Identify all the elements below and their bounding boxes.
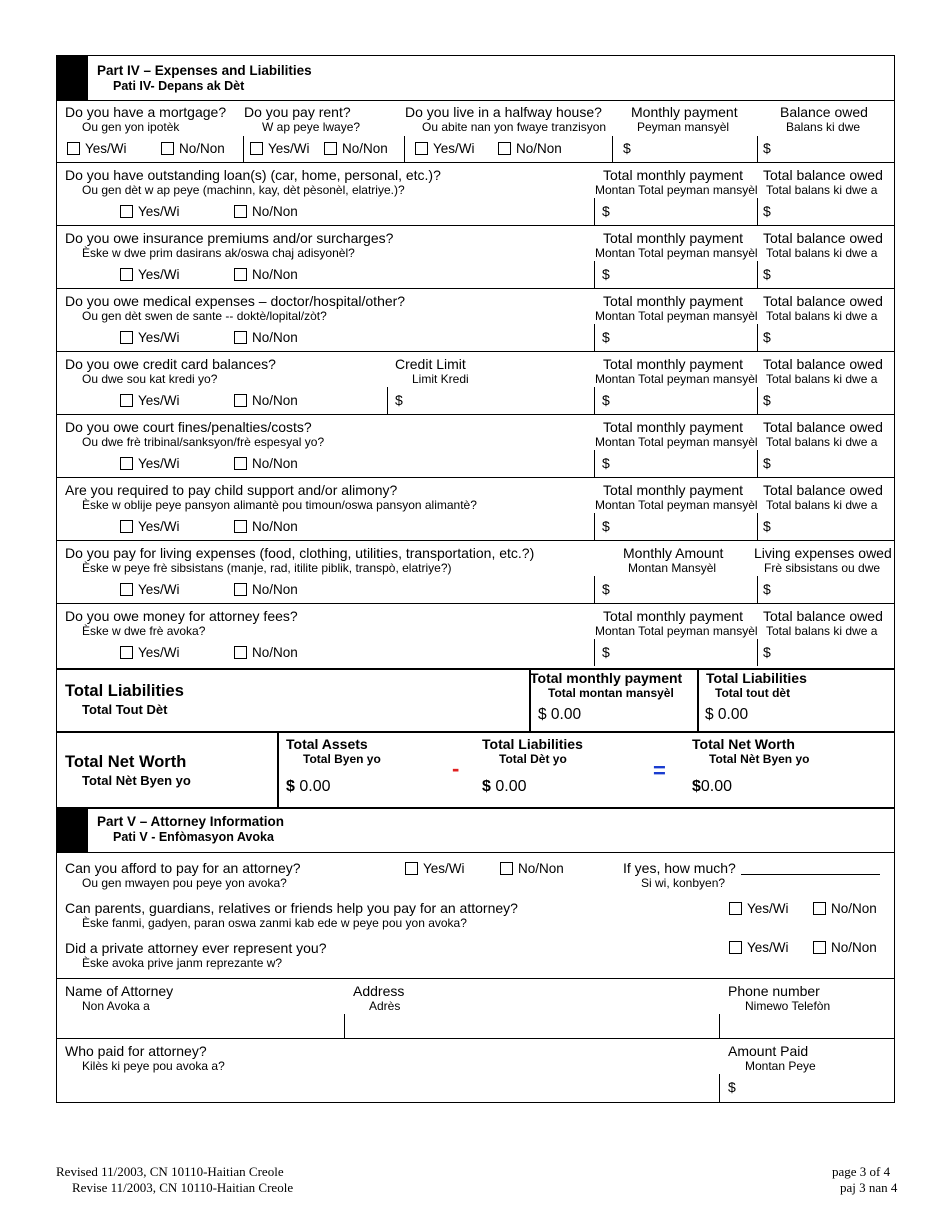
living-question: Do you pay for living expenses (food, clothing, utilities, transportation, etc.?) [65, 545, 535, 561]
how-much-label-ht: Si wi, konbyen? [641, 876, 726, 890]
afford-question-ht: Ou gen mwayen pou peye yon avoka? [82, 876, 287, 890]
loans-question-ht: Ou gen dèt w ap peye (machinn, kay, dèt pèsonèl, elatriye.)? [82, 183, 405, 197]
attorney-fees-monthly-label: Total monthly payment [603, 608, 744, 624]
attorney-fees-monthly-label-ht: Montan Total peyman mansyèl [595, 624, 758, 638]
who-paid-label-ht: Kilès ki peye pou avoka a? [82, 1059, 225, 1073]
mortgage-monthly-field[interactable]: $ [623, 140, 631, 156]
court-yes-option[interactable]: Yes/Wi [120, 456, 180, 471]
amount-paid-field[interactable]: $ [728, 1079, 736, 1095]
private-yes-option[interactable]: Yes/Wi [729, 940, 789, 955]
divider [57, 100, 894, 101]
divider [757, 198, 758, 225]
insurance-balance-field[interactable]: $ [763, 266, 771, 282]
attorney-fees-yes-option[interactable]: Yes/Wi [120, 645, 180, 660]
credit-limit-label: Credit Limit [395, 356, 466, 372]
medical-monthly-field[interactable]: $ [602, 329, 610, 345]
part4-title: Part IV – Expenses and Liabilities [97, 63, 312, 78]
checkbox[interactable] [500, 862, 513, 875]
how-much-label: If yes, how much? [623, 860, 736, 876]
insurance-monthly-label-ht: Montan Total peyman mansyèl [595, 246, 758, 260]
checkbox[interactable] [405, 862, 418, 875]
footer-page-ht: paj 3 nan 4 [840, 1180, 898, 1195]
divider [757, 387, 758, 414]
divider [757, 261, 758, 288]
divider [594, 324, 595, 351]
rent-question-ht: W ap peye lwaye? [262, 120, 361, 134]
court-balance-label-ht: Total balans ki dwe a [766, 435, 878, 449]
support-no-option[interactable]: No/Non [234, 519, 298, 534]
net-worth-col-label: Total Net Worth [692, 736, 795, 752]
court-balance-field[interactable]: $ [763, 455, 771, 471]
attorney-name-label-ht: Non Avoka a [82, 999, 150, 1013]
loans-balance-label: Total balance owed [763, 167, 883, 183]
balance-owed-label-ht: Balans ki dwe [786, 120, 861, 134]
divider [57, 162, 894, 163]
attorney-fees-balance-label: Total balance owed [763, 608, 883, 624]
amount-paid-label-ht: Montan Peye [745, 1059, 816, 1073]
insurance-balance-label: Total balance owed [763, 230, 883, 246]
how-much-field[interactable] [741, 874, 880, 875]
credit-monthly-field[interactable]: $ [602, 392, 610, 408]
living-monthly-label: Monthly Amount [623, 545, 724, 561]
divider [594, 450, 595, 477]
medical-no-option[interactable]: No/Non [234, 330, 298, 345]
address-label: Address [353, 983, 405, 999]
checkbox[interactable] [67, 142, 80, 155]
private-question: Did a private attorney ever represent you? [65, 940, 327, 956]
support-balance-label: Total balance owed [763, 482, 883, 498]
parents-yes-option[interactable]: Yes/Wi [729, 901, 789, 916]
support-balance-field[interactable]: $ [763, 518, 771, 534]
divider [277, 731, 279, 807]
loans-balance-field[interactable]: $ [763, 203, 771, 219]
medical-question-ht: Ou gen dèt swen de sante -- doktè/lopital/zòt? [82, 309, 327, 323]
checkbox[interactable] [415, 142, 428, 155]
amount-paid-label: Amount Paid [728, 1043, 809, 1059]
court-no-option[interactable]: No/Non [234, 456, 298, 471]
financial-statement-form [56, 55, 895, 1103]
credit-limit-field[interactable]: $ [395, 392, 403, 408]
medical-monthly-label: Total monthly payment [603, 293, 744, 309]
medical-balance-label-ht: Total balans ki dwe a [766, 309, 878, 323]
support-yes-option[interactable]: Yes/Wi [120, 519, 180, 534]
afford-yes-option[interactable]: Yes/Wi [405, 861, 465, 876]
total-liabilities-label-ht: Total Tout Dèt [82, 702, 168, 717]
checkbox[interactable] [120, 205, 133, 218]
checkbox[interactable] [234, 394, 247, 407]
credit-balance-label: Total balance owed [763, 356, 883, 372]
phone-label-ht: Nimewo Telefòn [745, 999, 831, 1013]
part5-title-ht: Pati V - Enfòmasyon Avoka [113, 830, 274, 844]
equals-sign: = [653, 758, 666, 783]
divider [757, 136, 758, 162]
divider [243, 136, 244, 162]
living-question-ht: Èske w peye frè sibsistans (manje, rad, itilite piblik, transpò, elatriye?) [82, 561, 452, 575]
part4-title-ht: Pati IV- Depans ak Dèt [113, 79, 245, 93]
checkbox[interactable] [120, 520, 133, 533]
divider [57, 414, 894, 415]
insurance-question-ht: Èske w dwe prim dasirans ak/oswa chaj adisyonèl? [82, 246, 355, 260]
divider [612, 136, 613, 162]
rent-question: Do you pay rent? [244, 104, 351, 120]
assets-value: $ 0.00 [286, 778, 331, 795]
total-liabilities-col-label-ht: Total tout dèt [715, 686, 791, 700]
divider [757, 324, 758, 351]
halfway-question-ht: Ou abite nan yon fwaye tranzisyon [422, 120, 607, 134]
parents-question-ht: Èske fanmi, gadyen, paran oswa zanmi kab ede w peye pou yon avoka? [82, 916, 467, 930]
rent-no-option[interactable]: No/Non [324, 141, 388, 156]
section-marker-bar [57, 56, 88, 100]
credit-balance-label-ht: Total balans ki dwe a [766, 372, 878, 386]
checkbox[interactable] [120, 268, 133, 281]
mortgage-no-option[interactable]: No/Non [161, 141, 225, 156]
footer-revision: Revised 11/2003, CN 10110-Haitian Creole [56, 1164, 284, 1179]
halfway-yes-option[interactable]: Yes/Wi [415, 141, 475, 156]
balance-owed-label: Balance owed [780, 104, 868, 120]
divider [594, 261, 595, 288]
divider [57, 978, 894, 979]
parents-question: Can parents, guardians, relatives or friends help you pay for an attorney? [65, 900, 518, 916]
checkbox[interactable] [234, 583, 247, 596]
medical-monthly-label-ht: Montan Total peyman mansyèl [595, 309, 758, 323]
insurance-yes-option[interactable]: Yes/Wi [120, 267, 180, 282]
total-liabilities-value: $ 0.00 [705, 706, 749, 723]
support-question: Are you required to pay child support and/or alimony? [65, 482, 398, 498]
checkbox[interactable] [120, 394, 133, 407]
divider [57, 288, 894, 289]
assets-label-ht: Total Byen yo [303, 752, 381, 766]
loans-question: Do you have outstanding loan(s) (car, home, personal, etc.)? [65, 167, 441, 183]
who-paid-label: Who paid for attorney? [65, 1043, 207, 1059]
assets-label: Total Assets [286, 736, 368, 752]
checkbox[interactable] [234, 205, 247, 218]
support-question-ht: Èske w oblije peye pansyon alimantè pou timoun/oswa pansyon alimantè? [82, 498, 477, 512]
phone-label: Phone number [728, 983, 820, 999]
checkbox[interactable] [813, 941, 826, 954]
afford-question: Can you afford to pay for an attorney? [65, 860, 301, 876]
total-monthly-value: $ 0.00 [538, 706, 582, 723]
attorney-fees-no-option[interactable]: No/Non [234, 645, 298, 660]
support-monthly-field[interactable]: $ [602, 518, 610, 534]
checkbox[interactable] [729, 902, 742, 915]
net-liab-label-ht: Total Dèt yo [499, 752, 567, 766]
insurance-balance-label-ht: Total balans ki dwe a [766, 246, 878, 260]
minus-sign: - [452, 756, 460, 781]
private-question-ht: Èske avoka prive janm reprezante w? [82, 956, 283, 970]
loans-no-option[interactable]: No/Non [234, 204, 298, 219]
living-owed-label: Living expenses owed [754, 545, 892, 561]
divider [57, 852, 894, 853]
loans-yes-option[interactable]: Yes/Wi [120, 204, 180, 219]
divider [719, 1074, 720, 1102]
divider [757, 513, 758, 540]
checkbox[interactable] [120, 457, 133, 470]
rent-yes-option[interactable]: Yes/Wi [250, 141, 310, 156]
private-no-option[interactable]: No/Non [813, 940, 877, 955]
footer-page: page 3 of 4 [832, 1164, 891, 1179]
attorney-fees-monthly-field[interactable]: $ [602, 644, 610, 660]
credit-yes-option[interactable]: Yes/Wi [120, 393, 180, 408]
address-label-ht: Adrès [369, 999, 401, 1013]
total-liabilities-col-label: Total Liabilities [706, 670, 807, 686]
court-balance-label: Total balance owed [763, 419, 883, 435]
divider [57, 477, 894, 478]
parents-no-option[interactable]: No/Non [813, 901, 877, 916]
afford-no-option[interactable]: No/Non [500, 861, 564, 876]
support-monthly-label-ht: Montan Total peyman mansyèl [595, 498, 758, 512]
checkbox[interactable] [120, 331, 133, 344]
medical-balance-field[interactable]: $ [763, 329, 771, 345]
checkbox[interactable] [234, 331, 247, 344]
attorney-fees-balance-label-ht: Total balans ki dwe a [766, 624, 878, 638]
divider [594, 513, 595, 540]
divider [594, 198, 595, 225]
credit-balance-field[interactable]: $ [763, 392, 771, 408]
checkbox[interactable] [498, 142, 511, 155]
checkbox[interactable] [234, 646, 247, 659]
checkbox[interactable] [120, 646, 133, 659]
court-monthly-label-ht: Montan Total peyman mansyèl [595, 435, 758, 449]
loans-balance-label-ht: Total balans ki dwe a [766, 183, 878, 197]
checkbox[interactable] [813, 902, 826, 915]
medical-yes-option[interactable]: Yes/Wi [120, 330, 180, 345]
loans-monthly-field[interactable]: $ [602, 203, 610, 219]
credit-monthly-label-ht: Montan Total peyman mansyèl [595, 372, 758, 386]
net-worth-label-ht: Total Nèt Byen yo [82, 773, 191, 788]
attorney-fees-balance-field[interactable]: $ [763, 644, 771, 660]
credit-question-ht: Ou dwe sou kat kredi yo? [82, 372, 218, 386]
footer-revision-ht: Revise 11/2003, CN 10110-Haitian Creole [72, 1180, 294, 1195]
support-monthly-label: Total monthly payment [603, 482, 744, 498]
monthly-payment-label-ht: Peyman mansyèl [637, 120, 730, 134]
net-worth-label: Total Net Worth [65, 753, 187, 771]
credit-monthly-label: Total monthly payment [603, 356, 744, 372]
divider [57, 225, 894, 226]
total-liabilities-label: Total Liabilities [65, 682, 184, 700]
phone-field[interactable] [720, 1014, 894, 1038]
net-worth-col-label-ht: Total Nèt Byen yo [709, 752, 810, 766]
living-owed-label-ht: Frè sibsistans ou dwe [764, 561, 881, 575]
divider [697, 668, 699, 732]
who-paid-field[interactable] [57, 1074, 719, 1102]
divider [57, 603, 894, 604]
court-monthly-label: Total monthly payment [603, 419, 744, 435]
divider [57, 1038, 894, 1039]
living-monthly-field[interactable]: $ [602, 581, 610, 597]
divider [57, 540, 894, 541]
monthly-payment-label: Monthly payment [631, 104, 738, 120]
divider [594, 639, 595, 666]
living-monthly-label-ht: Montan Mansyèl [628, 561, 717, 575]
mortgage-yes-option[interactable]: Yes/Wi [67, 141, 127, 156]
checkbox[interactable] [234, 268, 247, 281]
insurance-question: Do you owe insurance premiums and/or surcharges? [65, 230, 394, 246]
net-worth-value: $0.00 [692, 778, 733, 795]
divider [57, 731, 894, 733]
divider [757, 576, 758, 603]
net-liab-value: $ 0.00 [482, 778, 527, 795]
mortgage-question-ht: Ou gen yon ipotèk [82, 120, 180, 134]
halfway-question: Do you live in a halfway house? [405, 104, 602, 120]
total-monthly-label-ht: Total montan mansyèl [548, 686, 674, 700]
divider [594, 387, 595, 414]
divider [387, 387, 388, 414]
loans-monthly-label: Total monthly payment [603, 167, 744, 183]
divider [757, 450, 758, 477]
checkbox[interactable] [234, 520, 247, 533]
credit-no-option[interactable]: No/Non [234, 393, 298, 408]
section-marker-bar [57, 808, 88, 852]
checkbox[interactable] [161, 142, 174, 155]
court-monthly-field[interactable]: $ [602, 455, 610, 471]
checkbox[interactable] [234, 457, 247, 470]
insurance-monthly-label: Total monthly payment [603, 230, 744, 246]
checkbox[interactable] [120, 583, 133, 596]
checkbox[interactable] [729, 941, 742, 954]
loans-monthly-label-ht: Montan Total peyman mansyèl [595, 183, 758, 197]
living-owed-field[interactable]: $ [763, 581, 771, 597]
attorney-name-label: Name of Attorney [65, 983, 174, 999]
court-question: Do you owe court fines/penalties/costs? [65, 419, 312, 435]
credit-question: Do you owe credit card balances? [65, 356, 276, 372]
court-question-ht: Ou dwe frè tribinal/sanksyon/frè espesyal yo? [82, 435, 325, 449]
insurance-monthly-field[interactable]: $ [602, 266, 610, 282]
divider [594, 576, 595, 603]
insurance-no-option[interactable]: No/Non [234, 267, 298, 282]
divider [404, 136, 405, 162]
part5-title: Part V – Attorney Information [97, 814, 285, 829]
checkbox[interactable] [324, 142, 337, 155]
halfway-no-option[interactable]: No/Non [498, 141, 562, 156]
checkbox[interactable] [250, 142, 263, 155]
net-liab-label: Total Liabilities [482, 736, 583, 752]
mortgage-question: Do you have a mortgage? [65, 104, 227, 120]
divider [57, 351, 894, 352]
support-balance-label-ht: Total balans ki dwe a [766, 498, 878, 512]
divider [757, 639, 758, 666]
credit-limit-label-ht: Limit Kredi [412, 372, 469, 386]
attorney-fees-question: Do you owe money for attorney fees? [65, 608, 298, 624]
address-field[interactable] [345, 1014, 719, 1038]
mortgage-balance-field[interactable]: $ [763, 140, 771, 156]
living-no-option[interactable]: No/Non [234, 582, 298, 597]
total-monthly-label: Total monthly payment [530, 670, 683, 686]
attorney-fees-question-ht: Èske w dwe frè avoka? [82, 624, 206, 638]
attorney-name-field[interactable] [57, 1014, 344, 1038]
living-yes-option[interactable]: Yes/Wi [120, 582, 180, 597]
medical-balance-label: Total balance owed [763, 293, 883, 309]
divider [57, 807, 894, 809]
medical-question: Do you owe medical expenses – doctor/hospital/other? [65, 293, 406, 309]
